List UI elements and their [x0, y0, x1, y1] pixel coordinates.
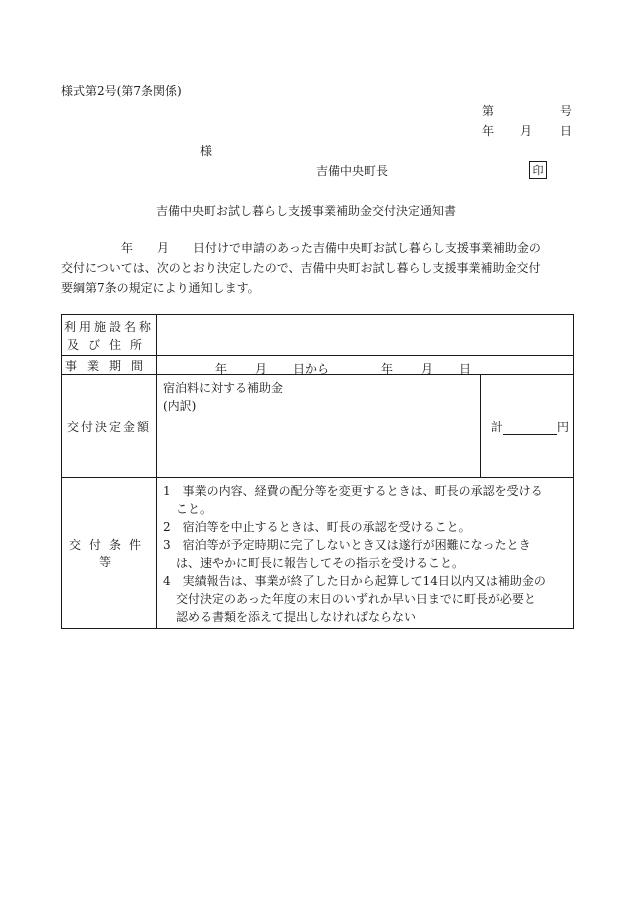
- yen-unit: 円: [557, 419, 570, 434]
- seal-stamp: 印: [529, 161, 547, 179]
- issuer-name: 吉備中央町長: [316, 164, 389, 178]
- condition-text: 1 事業の内容、経費の配分等を変更するときは、町長の承認を受ける: [163, 484, 543, 498]
- period-end-month: 月: [421, 362, 434, 376]
- condition-text-cont: 交付決定のあった年度の末日のいずれか早い日までに町長が必要と: [176, 592, 536, 606]
- facility-label-line1: 利用施設名称: [63, 320, 154, 334]
- doc-number-suffix: 号: [560, 104, 573, 118]
- period-end-year: 年: [381, 362, 394, 376]
- condition-text-cont: こと。: [176, 502, 213, 516]
- period-start-month: 月: [255, 362, 268, 376]
- body-line: 年 月 日付けで申請のあった吉備中央町お試し暮らし支援事業補助金の: [61, 241, 541, 255]
- condition-text-cont: 認める書類を添えて提出しなければならない: [176, 610, 417, 624]
- conditions-cell: [157, 478, 574, 629]
- date-month: 月: [520, 124, 533, 138]
- total-label: 計: [491, 419, 504, 434]
- conditions-label-cell: 交付条件等: [62, 478, 157, 629]
- condition-item: [163, 536, 567, 572]
- period-end-day: 日: [459, 362, 472, 376]
- body-line: 要綱第7条の規定により通知します。: [61, 281, 260, 295]
- amount-line-2: (内訳): [163, 399, 197, 413]
- condition-text-cont: は、速やかに町長に報告してその指示を受けること。: [176, 556, 465, 570]
- doc-number-prefix: 第: [482, 104, 495, 118]
- date-year: 年: [482, 124, 495, 138]
- period-start-day: 日から: [293, 362, 330, 376]
- amount-total-cell: [481, 375, 574, 478]
- period-value-cell: [157, 356, 574, 375]
- period-start-year: 年: [215, 362, 228, 376]
- amount-detail-cell: [157, 375, 481, 478]
- amount-line-1: 宿泊料に対する補助金: [163, 381, 284, 395]
- facility-label-cell: [62, 315, 157, 356]
- condition-text: 2 宿泊等を中止するときは、町長の承認を受けること。: [163, 520, 471, 534]
- condition-text: 3 宿泊等が予定時期に完了しないとき又は遂行が困難になったとき: [163, 538, 531, 552]
- addressee-honorific: 様: [200, 144, 213, 158]
- facility-label-line2: 及び住所: [66, 338, 151, 352]
- condition-item: [163, 482, 567, 518]
- period-label-cell: 事業期間: [62, 356, 157, 375]
- grant-decision-table: [61, 314, 574, 629]
- total-blank-line: [503, 422, 557, 435]
- facility-value-cell: [157, 315, 574, 356]
- condition-item: [163, 572, 567, 626]
- document-title: 吉備中央町お試し暮らし支援事業補助金交付決定通知書: [156, 204, 457, 218]
- notice-body: [61, 238, 575, 298]
- date-day: 日: [560, 124, 573, 138]
- form-number-label: 様式第2号(第7条関係): [61, 84, 182, 98]
- body-line: 交付については、次のとおり決定したので、吉備中央町お試し暮らし支援事業補助金交付: [61, 261, 541, 275]
- condition-text: 4 実績報告は、事業が終了した日から起算して14日以内又は補助金の: [163, 574, 546, 588]
- amount-label-cell: 交付決定金額: [62, 375, 157, 478]
- condition-item: [163, 518, 567, 536]
